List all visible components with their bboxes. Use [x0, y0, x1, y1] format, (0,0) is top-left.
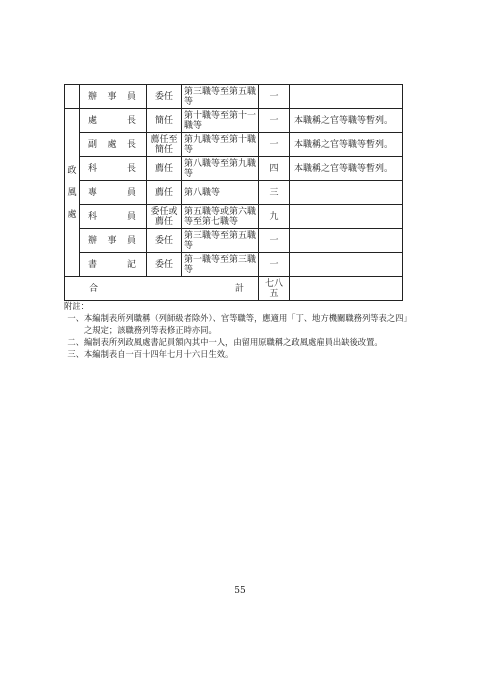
note-item-text: 本編制表所列職稱（列師級者除外）、官等職等，應適用「丁、地方機關職務列等表之四」之規定；該職務列等表修正時亦同。: [84, 313, 412, 335]
count-cell: 一: [259, 253, 290, 277]
grade-cell: 第五職等或第六職等至第七職等: [182, 205, 259, 229]
total-note: [290, 277, 403, 301]
count-cell: 一: [259, 229, 290, 253]
table-row: [65, 253, 403, 277]
title-cell: 科員: [80, 205, 147, 229]
rank-cell: 委任: [147, 253, 182, 277]
note-item-number: 三、: [67, 349, 84, 359]
rank-cell: 薦任: [147, 181, 182, 205]
title-cell: 辦事員: [80, 229, 147, 253]
dept-cell: [65, 85, 80, 109]
total-count: 七八五: [259, 277, 290, 301]
rank-cell: 委任: [147, 85, 182, 109]
page-number: 55: [234, 586, 246, 596]
notes-section: [64, 300, 420, 360]
grade-cell: 第三職等至第五職等: [182, 85, 259, 109]
count-cell: 一: [259, 85, 290, 109]
rank-cell: 薦任: [147, 157, 182, 181]
table-row: [65, 109, 403, 133]
count-cell: 四: [259, 157, 290, 181]
note-cell: [290, 205, 403, 229]
staffing-table: [64, 84, 403, 301]
title-cell: 辦事員: [80, 85, 147, 109]
table-row: [65, 133, 403, 157]
table-row: [65, 205, 403, 229]
grade-cell: 第十職等至第十一職等: [182, 109, 259, 133]
title-cell: 副處長: [80, 133, 147, 157]
rank-cell: 委任或薦任: [147, 205, 182, 229]
title-cell: 處長: [80, 109, 147, 133]
note-cell: 本職稱之官等職等暫列。: [290, 109, 403, 133]
rank-cell: 簡任: [147, 109, 182, 133]
title-cell: 科長: [80, 157, 147, 181]
note-cell: 本職稱之官等職等暫列。: [290, 157, 403, 181]
table-row: [65, 157, 403, 181]
note-item: [64, 336, 420, 348]
dept-char: 處: [67, 209, 77, 220]
note-item-text: 編制表所列政風處書記員額內其中一人，由留用原職稱之政風處雇員出缺後改置。: [84, 337, 383, 347]
note-item: [64, 312, 420, 336]
total-label: 合計: [65, 277, 259, 301]
grade-cell: 第九職等至第十職等: [182, 133, 259, 157]
note-item-number: 一、: [67, 313, 84, 323]
total-row: [65, 277, 403, 301]
dept-char: 風: [67, 187, 77, 198]
dept-char: 政: [67, 165, 77, 176]
table-row: [65, 229, 403, 253]
note-cell: [290, 85, 403, 109]
note-cell: [290, 229, 403, 253]
note-item-number: 二、: [67, 337, 84, 347]
rank-cell: 薦任至簡任: [147, 133, 182, 157]
count-cell: 一: [259, 109, 290, 133]
title-cell: 書記: [80, 253, 147, 277]
grade-cell: 第八職等至第九職等: [182, 157, 259, 181]
count-cell: 一: [259, 133, 290, 157]
note-cell: 本職稱之官等職等暫列。: [290, 133, 403, 157]
grade-cell: 第三職等至第五職等: [182, 229, 259, 253]
notes-heading: 附註：: [64, 301, 89, 311]
count-cell: 九: [259, 205, 290, 229]
dept-name-cell: [65, 109, 80, 277]
grade-cell: 第八職等: [182, 181, 259, 205]
table-row: [65, 181, 403, 205]
note-item: [64, 348, 420, 360]
grade-cell: 第一職等至第三職等: [182, 253, 259, 277]
count-cell: 三: [259, 181, 290, 205]
title-cell: 專員: [80, 181, 147, 205]
table-row: [65, 85, 403, 109]
note-cell: [290, 253, 403, 277]
note-cell: [290, 181, 403, 205]
note-item-text: 本編制表自一百十四年七月十六日生效。: [84, 349, 234, 359]
rank-cell: 委任: [147, 229, 182, 253]
